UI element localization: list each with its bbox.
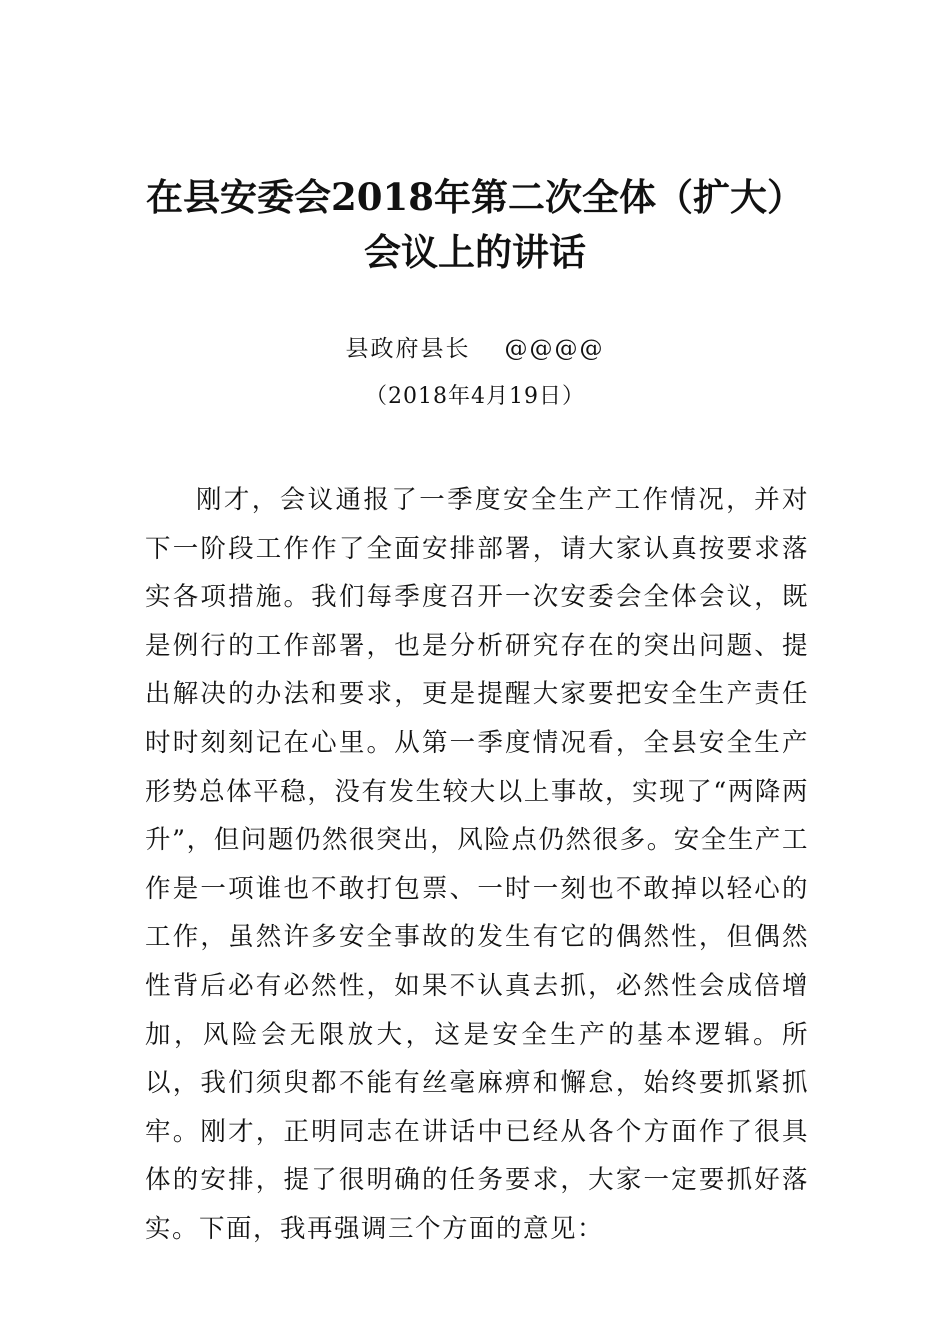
author-line: [0, 334, 950, 364]
author-name: @@@@: [504, 336, 605, 362]
body-paragraph: 刚才，会议通报了一季度安全生产工作情况，并对下一阶段工作作了全面安排部署，请大家认真按要求落实各项措施。我们每季度召开一次安委会全体会议，既是例行的工作部署，也是分析研究存在的突出问题、提出解决的办法和要求，更是提醒大家要把安全生产责任时时刻刻记在心里。从第一季度情况看，全县安全生产形势总体平稳，没有发生较大以上事故，实现了“两降两升”，但问题仍然很突出，风险点仍然很多。安全生产工作是一项谁也不敢打包票、一时一刻也不敢掉以轻心的工作，虽然许多安全事故的发生有它的偶然性，但偶然性背后必有必然性，如果不认真去抓，必然性会成倍增加，风险会无限放大，这是安全生产的基本逻辑。所以，我们须臾都不能有丝毫麻痹和懈怠，始终要抓紧抓牢。刚才，正明同志在讲话中已经从各个方面作了很具体的安排，提了很明确的任务要求，大家一定要抓好落实。下面，我再强调三个方面的意见：: [145, 485, 809, 1244]
author-role: 县政府县长: [345, 336, 471, 362]
speech-date: （2018年4月19日）: [365, 384, 585, 409]
document-title: 在县安委会2018年第二次全体（扩大）会议上的讲话: [146, 175, 804, 274]
